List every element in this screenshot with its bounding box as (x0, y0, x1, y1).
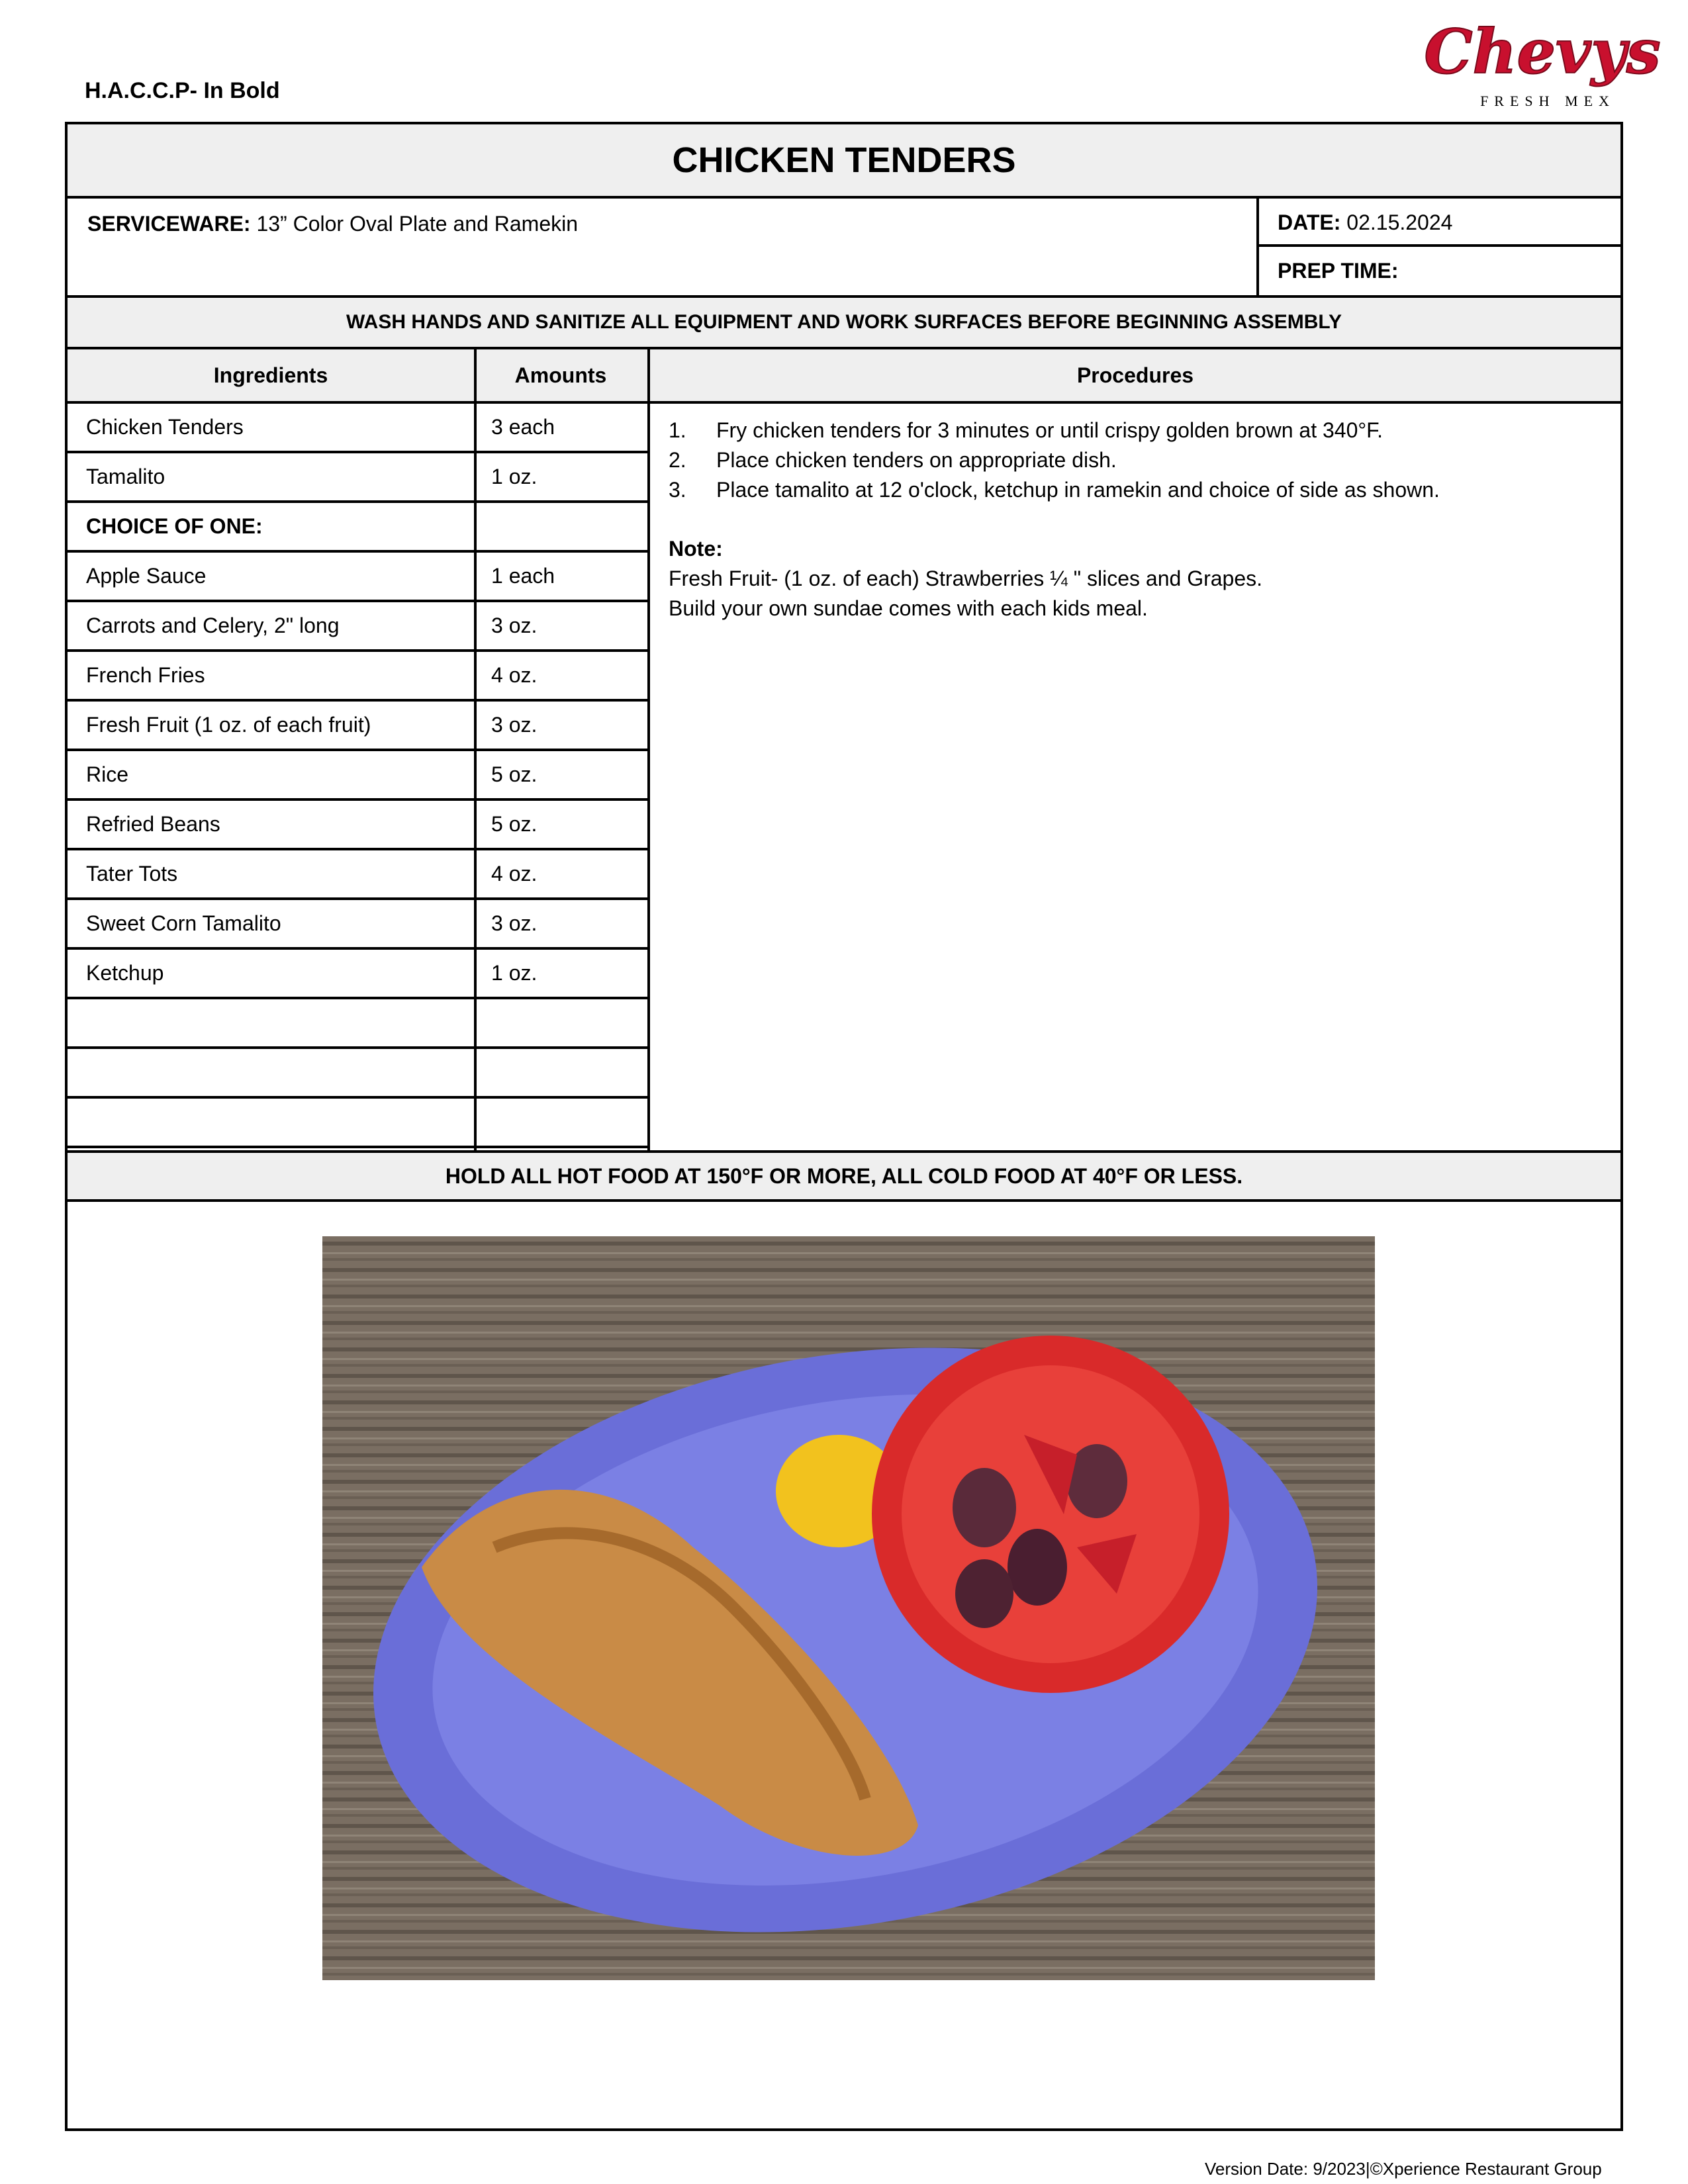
ingredient-amount: 3 oz. (491, 713, 538, 737)
procedure-step (669, 445, 1609, 475)
ingredient-amount: 1 oz. (491, 465, 538, 488)
note-line: Fresh Fruit- (1 oz. of each) Strawberries ¼ " slices and Grapes. (669, 567, 1263, 590)
ingredient-row (68, 900, 650, 950)
serviceware-value: 13” Color Oval Plate and Ramekin (250, 212, 579, 236)
date-prep-cell (1259, 199, 1620, 295)
ingredient-amount: 5 oz. (491, 762, 538, 786)
procedure-text: Fry chicken tenders for 3 minutes or until crispy golden brown at 340°F. (716, 418, 1383, 442)
ingredient-amount: 4 oz. (491, 663, 538, 687)
date-label: DATE: (1278, 210, 1341, 234)
ingredient-row (68, 1049, 650, 1099)
serviceware-row (68, 199, 1620, 298)
amounts-header: Amounts (514, 363, 607, 387)
ingredient-row (68, 801, 650, 850)
procedure-number: 3. (669, 478, 686, 502)
ingredient-name: Sweet Corn Tamalito (86, 911, 281, 935)
logo-tagline: FRESH MEX (1480, 93, 1615, 109)
ingredients-table (68, 404, 650, 1148)
ingredient-name: Tater Tots (86, 862, 178, 886)
ingredient-name: Fresh Fruit (1 oz. of each fruit) (86, 713, 371, 737)
hold-temperature-banner: HOLD ALL HOT FOOD AT 150°F OR MORE, ALL COLD FOOD AT 40°F OR LESS. (68, 1150, 1620, 1202)
recipe-title: CHICKEN TENDERS (68, 124, 1620, 199)
procedure-number: 1. (669, 418, 686, 442)
ingredient-row (68, 602, 650, 652)
ingredient-row (68, 652, 650, 702)
procedure-step (669, 416, 1609, 445)
note-line: Build your own sundae comes with each kids meal. (669, 596, 1148, 620)
ingredient-amount: 5 oz. (491, 812, 538, 836)
note-label: Note: (669, 537, 723, 561)
wash-hands-banner: WASH HANDS AND SANITIZE ALL EQUIPMENT AND WORK SURFACES BEFORE BEGINNING ASSEMBLY (68, 298, 1620, 349)
date-value: 02.15.2024 (1340, 210, 1453, 234)
ingredient-row (68, 999, 650, 1049)
ingredient-row (68, 553, 650, 602)
ingredient-name: Tamalito (86, 465, 165, 488)
ingredient-row (68, 453, 650, 503)
ingredient-name: Rice (86, 762, 129, 786)
prep-time-field (1259, 247, 1620, 295)
ingredient-name: Ketchup (86, 961, 164, 985)
procedures-list (669, 416, 1609, 623)
dish-photo (322, 1236, 1375, 1980)
ingredient-name: French Fries (86, 663, 205, 687)
ingredient-amount: 3 oz. (491, 614, 538, 637)
ingredient-row (68, 503, 650, 553)
ingredient-amount: 3 oz. (491, 911, 538, 935)
ingredients-header: Ingredients (213, 363, 328, 387)
ingredient-name: Apple Sauce (86, 564, 207, 588)
procedure-text: Place tamalito at 12 o'clock, ketchup in ramekin and choice of side as shown. (716, 478, 1440, 502)
haccp-label: H.A.C.C.P- In Bold (85, 78, 280, 103)
logo-wordmark: Chevys (1424, 16, 1661, 87)
chevys-logo (1424, 7, 1661, 116)
ingredient-amount: 1 oz. (491, 961, 538, 985)
ingredient-name: Refried Beans (86, 812, 220, 836)
table-header-row (68, 349, 1620, 404)
serviceware-label: SERVICEWARE: (87, 212, 251, 236)
ingredient-row (68, 1099, 650, 1148)
version-footer: Version Date: 9/2023|©Xperience Restaurant Group (1205, 2159, 1602, 2179)
ingredient-row (68, 404, 650, 453)
ingredient-name: Chicken Tenders (86, 415, 244, 439)
ingredient-row (68, 751, 650, 801)
procedures-header: Procedures (1076, 363, 1194, 387)
prep-time-label: PREP TIME: (1278, 259, 1399, 283)
ingredient-amount: 3 each (491, 415, 555, 439)
ingredient-amount: 4 oz. (491, 862, 538, 886)
procedure-number: 2. (669, 448, 686, 472)
serviceware-cell (68, 199, 1259, 295)
ingredient-row (68, 950, 650, 999)
ingredient-row (68, 850, 650, 900)
recipe-sheet (65, 122, 1623, 2131)
procedure-step (669, 475, 1609, 505)
ingredient-name: Carrots and Celery, 2" long (86, 614, 340, 637)
ingredient-name: CHOICE OF ONE: (86, 514, 263, 538)
ingredient-amount: 1 each (491, 564, 555, 588)
procedure-text: Place chicken tenders on appropriate dish. (716, 448, 1117, 472)
ingredient-row (68, 702, 650, 751)
date-field (1259, 199, 1620, 247)
